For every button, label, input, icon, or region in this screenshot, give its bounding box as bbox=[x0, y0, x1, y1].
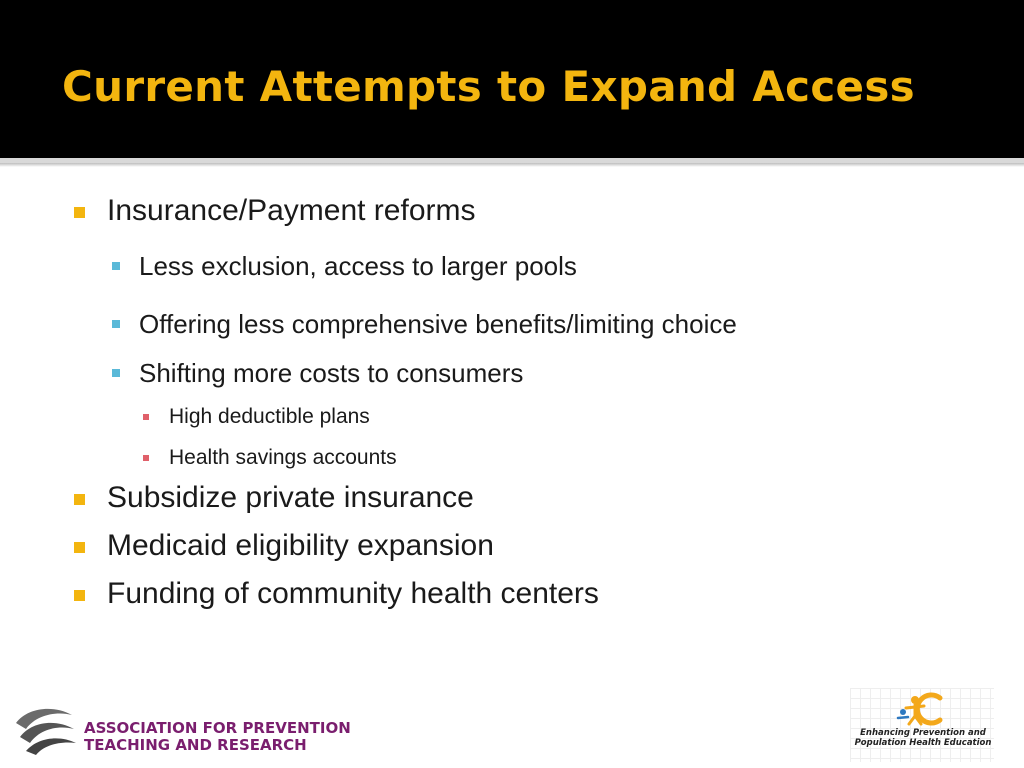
program-name-line2: Population Health Education bbox=[854, 738, 992, 748]
org-name-line1: ASSOCIATION FOR PREVENTION bbox=[84, 719, 351, 737]
square-bullet-icon bbox=[143, 414, 149, 420]
aptr-swirl-logo-icon bbox=[14, 703, 78, 757]
sub-sub-bullet-item bbox=[169, 446, 397, 470]
org-name bbox=[84, 720, 351, 754]
sub-bullet-item bbox=[139, 358, 523, 389]
square-bullet-icon bbox=[112, 320, 120, 328]
sub-sub-bullet-text: Health savings accounts bbox=[169, 446, 397, 469]
square-bullet-icon bbox=[112, 262, 120, 270]
bullet-item bbox=[107, 577, 599, 611]
bullet-text: Funding of community health centers bbox=[107, 577, 599, 610]
program-name-line1: Enhancing Prevention and bbox=[860, 728, 986, 738]
bullet-item bbox=[107, 194, 475, 228]
sub-bullet-text: Offering less comprehensive benefits/limiting choice bbox=[139, 309, 737, 339]
bullet-item bbox=[107, 529, 494, 563]
sub-bullet-item bbox=[139, 309, 737, 340]
square-bullet-icon bbox=[143, 455, 149, 461]
square-bullet-icon bbox=[74, 542, 85, 553]
bullet-text: Medicaid eligibility expansion bbox=[107, 529, 494, 562]
bullet-text: Subsidize private insurance bbox=[107, 481, 474, 514]
sub-sub-bullet-text: High deductible plans bbox=[169, 405, 370, 428]
slide-title: Current Attempts to Expand Access bbox=[62, 62, 915, 111]
program-name bbox=[854, 728, 992, 748]
program-logo bbox=[850, 688, 994, 762]
sub-bullet-text: Shifting more costs to consumers bbox=[139, 358, 524, 388]
bullet-item bbox=[107, 481, 474, 515]
sub-bullet-text: Less exclusion, access to larger pools bbox=[139, 251, 577, 281]
sub-sub-bullet-item bbox=[169, 405, 370, 429]
square-bullet-icon bbox=[74, 590, 85, 601]
sub-bullet-item bbox=[139, 251, 577, 282]
title-divider-shadow bbox=[0, 163, 1024, 167]
program-figure-icon bbox=[894, 692, 950, 726]
square-bullet-icon bbox=[74, 494, 85, 505]
org-name-line2: TEACHING AND RESEARCH bbox=[84, 736, 307, 754]
bullet-text: Insurance/Payment reforms bbox=[107, 194, 476, 227]
square-bullet-icon bbox=[74, 207, 85, 218]
square-bullet-icon bbox=[112, 369, 120, 377]
